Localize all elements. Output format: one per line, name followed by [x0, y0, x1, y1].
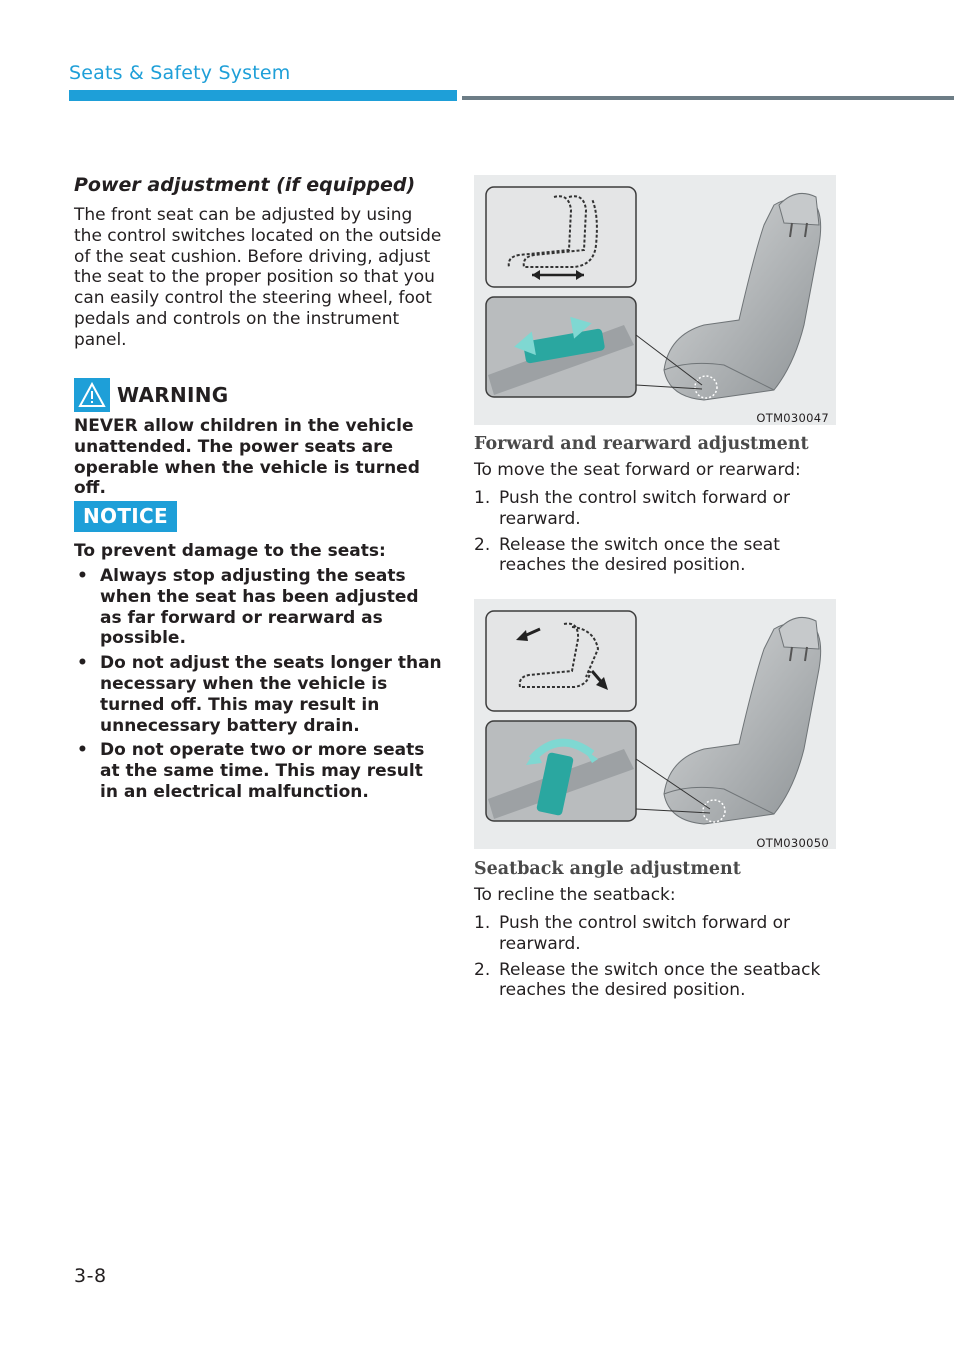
- notice-item: • Always stop adjusting the seats when the seat has been adjusted as far forward or rearward as possible.: [74, 566, 442, 649]
- forward-rearward-heading: Forward and rearward adjustment: [474, 434, 809, 454]
- section-title: Seats & Safety System: [69, 62, 291, 84]
- step-text: Push the control switch forward or rearward.: [499, 913, 791, 954]
- header-rule: [462, 96, 954, 100]
- figure-code: OTM030050: [756, 836, 829, 850]
- warning-text: NEVER allow children in the vehicle unattended. The power seats are operable when the vehicle is turned off.: [74, 416, 420, 499]
- step-number: 2.: [474, 534, 491, 555]
- step-item: [474, 488, 836, 530]
- header-accent-bar: [69, 90, 457, 101]
- step-item: [474, 535, 836, 577]
- warning-title: WARNING: [117, 383, 229, 407]
- warning-triangle-icon: [74, 378, 110, 412]
- notice-intro: To prevent damage to the seats:: [74, 541, 386, 561]
- seatback-angle-illustration: [474, 599, 836, 849]
- step-text: Release the switch once the seat reaches the desired position.: [499, 534, 780, 576]
- forward-rearward-steps: [474, 488, 836, 581]
- step-number: 1.: [474, 913, 491, 933]
- step-number: 1.: [474, 488, 491, 508]
- step-item: [474, 960, 836, 1002]
- forward-adjustment-illustration: [474, 175, 836, 425]
- notice-list: [74, 566, 442, 807]
- notice-item: • Do not adjust the seats longer than necessary when the vehicle is turned off. This may result in unnecessary battery drain.: [74, 653, 442, 736]
- notice-item: • Do not operate two or more seats at the same time. This may result in an electrical malfunction.: [74, 740, 442, 802]
- figure-code: OTM030047: [756, 411, 829, 425]
- step-text: Release the switch once the seatback reaches the desired position.: [499, 959, 821, 1001]
- seatback-angle-steps: [474, 913, 836, 1006]
- power-adjustment-heading: Power adjustment (if equipped): [74, 174, 416, 196]
- forward-rearward-intro: To move the seat forward or rearward:: [474, 460, 801, 480]
- notice-label: NOTICE: [74, 501, 177, 532]
- step-number: 2.: [474, 959, 491, 980]
- step-text: Push the control switch forward or rearward.: [499, 488, 791, 529]
- warning-label: [74, 378, 228, 412]
- seatback-angle-heading: Seatback angle adjustment: [474, 859, 741, 879]
- step-item: [474, 913, 836, 955]
- page-number: 3-8: [74, 1265, 107, 1287]
- seatback-angle-intro: To recline the seatback:: [474, 885, 676, 905]
- power-adjustment-body: The front seat can be adjusted by using the control switches located on the outside of the seat cushion. Before driving, adjust the seat to the proper position so that you can easily control the steering wheel, foot pedals and controls on the instrument panel.: [74, 205, 442, 350]
